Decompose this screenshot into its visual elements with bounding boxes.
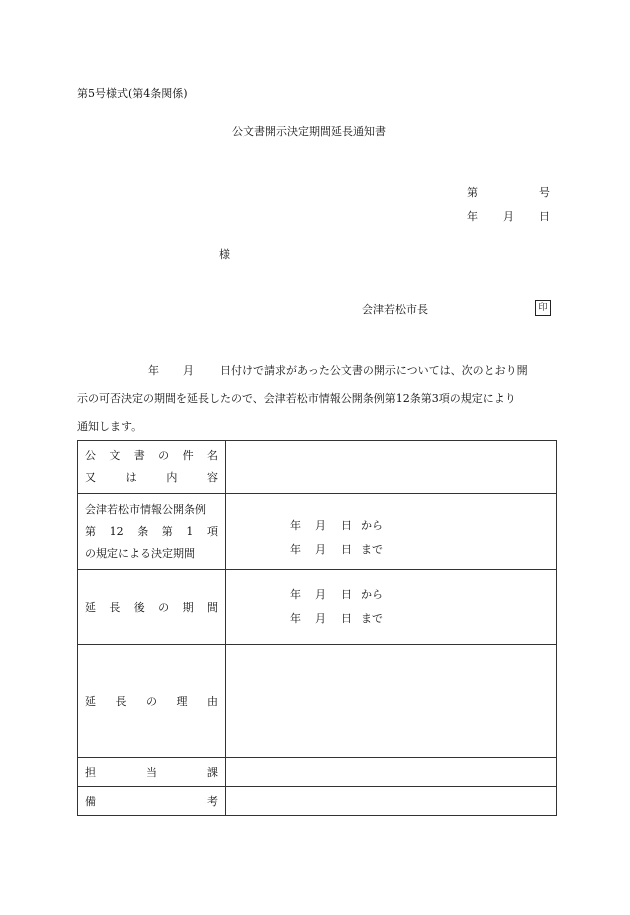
label-char: 書 [133, 449, 145, 462]
row-decision-period [78, 494, 557, 570]
label-char: 文 [109, 449, 121, 462]
label-char: 又 [85, 471, 96, 484]
date-month: 月 [315, 612, 326, 625]
date-day: 日 [341, 542, 352, 556]
date-to: まで [361, 612, 383, 625]
body-line-1: 日付けで請求があった公文書の開示については、次のとおり開 [220, 364, 528, 377]
date-from-line [226, 514, 556, 538]
value-subject [226, 441, 557, 494]
sender-name: 会津若松市長 [362, 303, 428, 316]
label-char: の [158, 601, 170, 614]
label-char: 内 [166, 471, 178, 484]
label-char: 第 [85, 524, 96, 538]
label-char: 延 [85, 695, 96, 708]
body-line-2: 示の可否決定の期間を延長したので、会津若松市情報公開条例第12条第3項の規定により [77, 392, 516, 405]
value-decision-period [226, 494, 557, 570]
date-to: まで [361, 542, 383, 556]
value-department [226, 758, 557, 787]
label-char: 件 [182, 449, 194, 462]
document-title: 公文書開示決定期間延長通知書 [232, 125, 386, 138]
date-year: 年 [290, 612, 301, 625]
label-char: 後 [133, 601, 145, 614]
document-number-dai: 第 [467, 186, 478, 199]
label-char: 備 [85, 795, 96, 808]
label-char: 理 [176, 695, 188, 708]
body-line-3: 通知します。 [77, 420, 143, 433]
date-day: 日 [539, 210, 550, 223]
date-to-line [226, 538, 556, 562]
label-char: 条 [137, 524, 149, 538]
label-char: 延 [85, 601, 96, 614]
notice-table [77, 440, 557, 816]
date-day: 日 [341, 612, 352, 625]
label-subject [78, 441, 226, 494]
row-extended-period [78, 570, 557, 645]
label-char: 第 [161, 524, 173, 538]
date-from-line [226, 583, 556, 607]
row-department [78, 758, 557, 787]
label-char: 長 [109, 601, 121, 614]
body-month: 月 [183, 364, 194, 377]
date-year: 年 [290, 542, 301, 556]
date-month: 月 [315, 542, 326, 556]
label-char: 考 [207, 795, 218, 808]
date-month: 月 [315, 518, 326, 532]
seal-mark: 印 [535, 300, 551, 316]
label-char: 期 [182, 601, 194, 614]
label-text: 会津若松市情報公開条例 [85, 502, 206, 516]
label-reason [78, 645, 226, 758]
date-from: から [361, 588, 383, 601]
label-decision-period [78, 494, 226, 570]
date-year: 年 [467, 210, 478, 223]
value-extended-period [226, 570, 557, 645]
date-to-line [226, 607, 556, 631]
label-char: の [146, 695, 157, 708]
value-remarks [226, 787, 557, 816]
document-number-go: 号 [539, 186, 550, 199]
row-subject [78, 441, 557, 494]
form-number: 第5号様式(第4条関係) [77, 87, 188, 100]
body-year: 年 [148, 364, 159, 377]
label-char: の [158, 449, 170, 462]
date-day: 日 [341, 588, 352, 601]
label-remarks [78, 787, 226, 816]
label-char: 1 [186, 524, 194, 538]
date-month: 月 [503, 210, 514, 223]
label-char: 公 [85, 449, 96, 462]
label-text: の規定による決定期間 [85, 546, 195, 560]
addressee-sama: 様 [219, 248, 230, 261]
label-char: 由 [207, 695, 218, 708]
label-char: 名 [206, 449, 218, 462]
label-char: 間 [206, 601, 218, 614]
label-char: 当 [146, 766, 157, 779]
row-remarks [78, 787, 557, 816]
label-char: 長 [115, 695, 127, 708]
date-year: 年 [290, 588, 301, 601]
date-year: 年 [290, 518, 301, 532]
date-day: 日 [341, 518, 352, 532]
label-char: 12 [109, 524, 124, 538]
value-reason [226, 645, 557, 758]
date-from: から [361, 518, 383, 532]
date-month: 月 [315, 588, 326, 601]
label-char: は [125, 471, 137, 484]
label-char: 担 [85, 766, 96, 779]
label-department [78, 758, 226, 787]
label-char: 項 [206, 524, 218, 538]
label-char: 容 [206, 471, 218, 484]
label-char: 課 [207, 766, 218, 779]
row-reason [78, 645, 557, 758]
label-extended-period [78, 570, 226, 645]
